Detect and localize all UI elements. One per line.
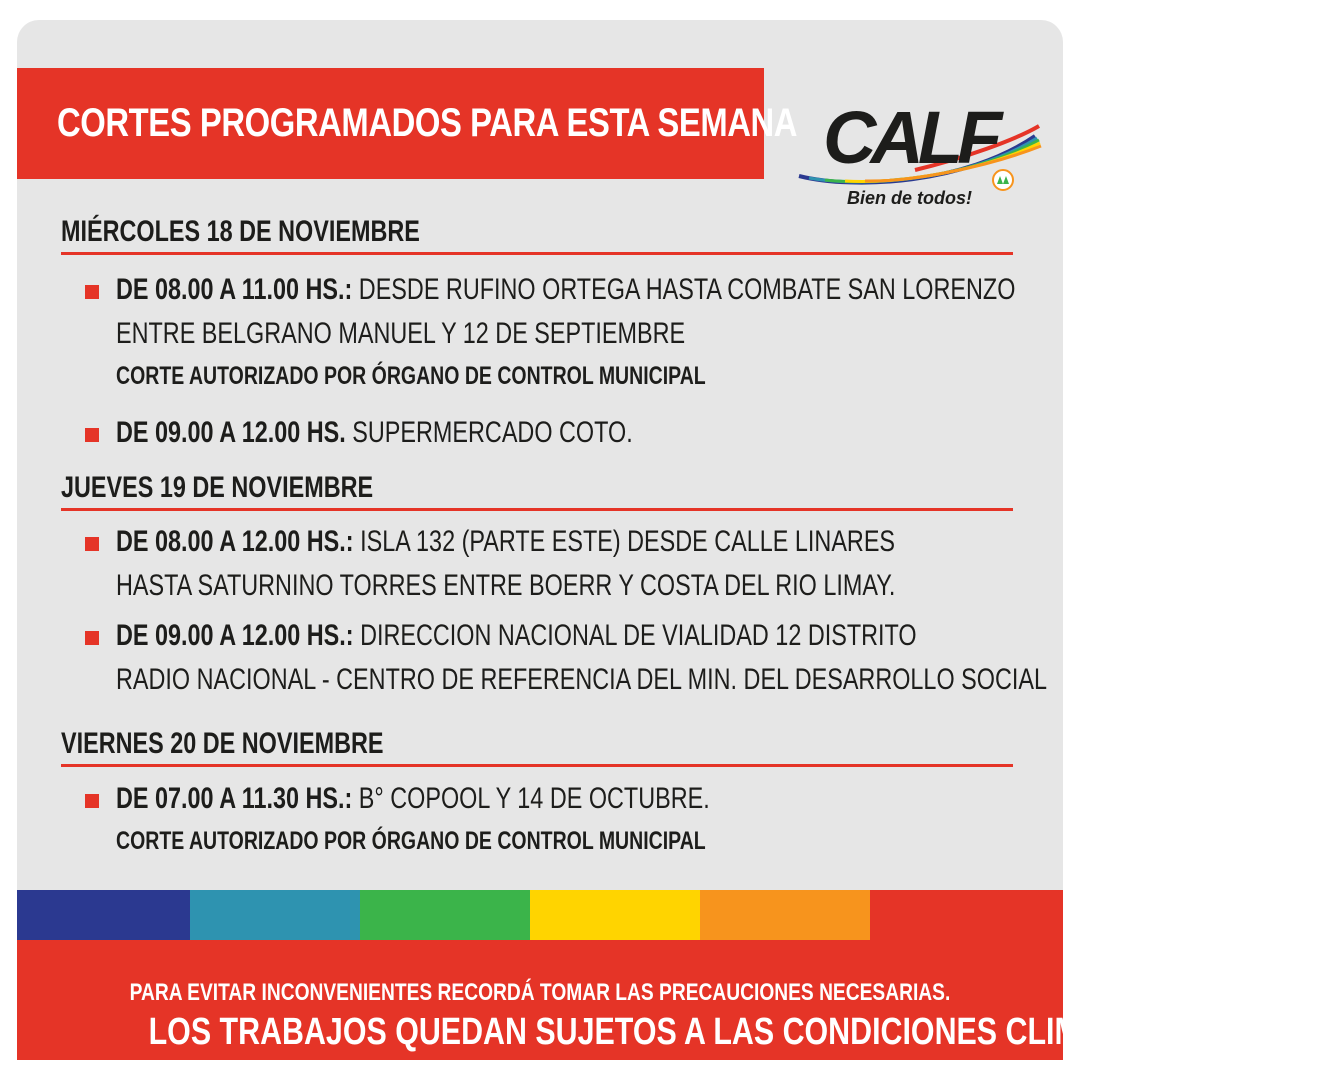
entry-text: B° COPOOL Y 14 DE OCTUBRE. [352,782,710,815]
entry-time: DE 08.00 A 11.00 HS.: [116,273,353,306]
title-band [17,68,798,179]
entry-time: DE 09.00 A 12.00 HS.: [116,619,354,652]
day-heading: VIERNES 20 DE NOVIEMBRE [61,724,1013,767]
stripe-teal [190,890,360,940]
entry-text: ISLA 132 (PARTE ESTE) DESDE CALLE LINARES [353,525,896,558]
entry-text-continued: HASTA SATURNINO TORRES ENTRE BOERR Y COSTA DEL RIO LIMAY. [116,569,896,602]
stripe-orange [700,890,870,940]
day-heading: MIÉRCOLES 18 DE NOVIEMBRE [61,212,1013,255]
entry-time: DE 08.00 A 12.00 HS.: [116,525,354,558]
footer-warning: PARA EVITAR INCONVENIENTES RECORDÁ TOMAR LAS PRECAUCIONES NECESARIAS. [129,979,951,1006]
entry-note: CORTE AUTORIZADO POR ÓRGANO DE CONTROL MUNICIPAL [116,827,706,855]
entry-text: DIRECCION NACIONAL DE VIALIDAD 12 DISTRITO [353,619,917,652]
bullet-square-icon [85,537,99,551]
entry-time: DE 07.00 A 11.30 HS.: [116,782,353,815]
bullet-square-icon [85,631,99,645]
entry-text-continued: ENTRE BELGRANO MANUEL Y 12 DE SEPTIEMBRE [116,317,686,350]
entry-note: CORTE AUTORIZADO POR ÓRGANO DE CONTROL MUNICIPAL [116,362,706,390]
entry-text: DESDE RUFINO ORTEGA HASTA COMBATE SAN LORENZO [352,273,1016,306]
entry-text: SUPERMERCADO COTO. [345,416,633,449]
day-heading: JUEVES 19 DE NOVIEMBRE [61,468,1013,511]
entry-time: DE 09.00 A 12.00 HS. [116,416,346,449]
logo-wordmark: CALF [823,96,997,179]
stripe-red [870,890,1063,940]
bullet-square-icon [85,285,99,299]
page-title: CORTES PROGRAMADOS PARA ESTA SEMANA [57,101,798,145]
color-stripes [17,890,1063,940]
logo-tagline: Bien de todos! [847,188,972,208]
bullet-square-icon [85,428,99,442]
calf-logo [795,98,1043,210]
entry-text-continued: RADIO NACIONAL - CENTRO DE REFERENCIA DEL MIN. DEL DESARROLLO SOCIAL [116,663,1047,696]
announcement-card [17,20,1202,1060]
bullet-square-icon [85,794,99,808]
stripe-yellow [530,890,700,940]
stripe-blue [17,890,190,940]
footer-conditions: LOS TRABAJOS QUEDAN SUJETOS A LAS CONDICIONES CLIMÁTICAS. [148,1011,1202,1053]
footer-band [17,940,1202,1060]
stripe-green [360,890,530,940]
